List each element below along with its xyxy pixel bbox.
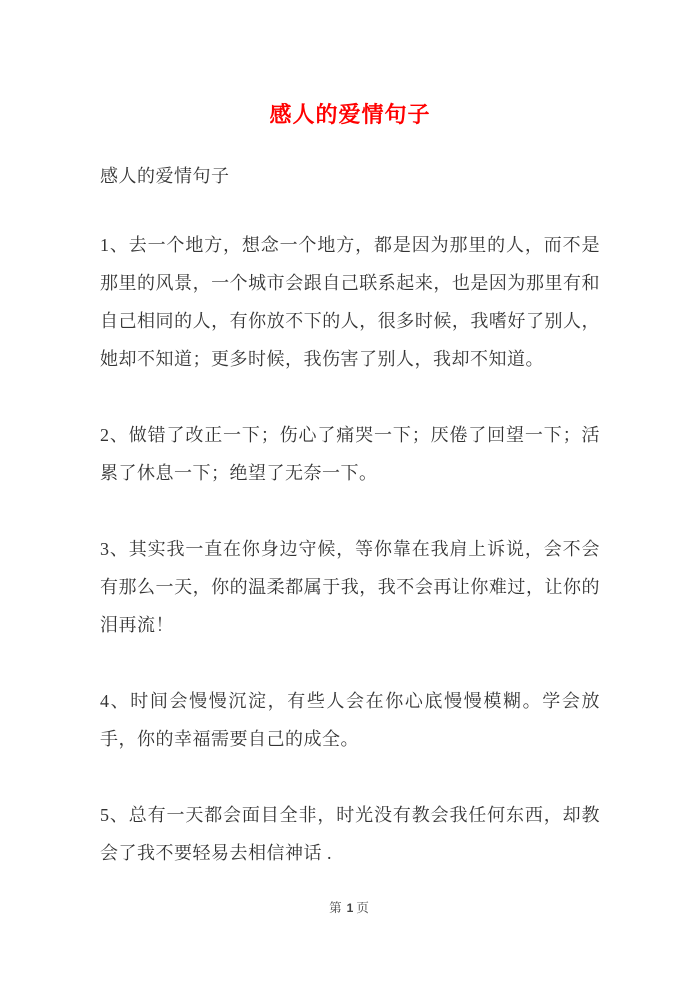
paragraph-3: 3、其实我一直在你身边守候，等你靠在我肩上诉说，会不会有那么一天，你的温柔都属于我，我不会再让你难过，让你的泪再流！ [100,539,600,635]
paragraph-1: 1、去一个地方，想念一个地方，都是因为那里的人，而不是那里的风景，一个城市会跟自己联系起来，也是因为那里有和自己相同的人，有你放不下的人，很多时候，我嗜好了别人，她却不知道；更多时候，我伤害了别人，我却不知道。 [100,235,600,369]
document-subtitle: 感人的爱情句子 [100,166,230,186]
page-footer [0,898,700,916]
paragraph-5: 5、总有一天都会面目全非，时光没有教会我任何东西，却教会了我不要轻易去相信神话 . [100,805,600,863]
page-footer-suffix: 页 [356,901,371,915]
paragraph-4: 4、时间会慢慢沉淀，有些人会在你心底慢慢模糊。学会放手，你的幸福需要自己的成全。 [100,691,600,749]
page-footer-prefix: 第 [329,901,344,915]
page-number: 1 [346,901,354,915]
document-title: 感人的爱情句子 [269,102,431,127]
paragraph-2: 2、做错了改正一下；伤心了痛哭一下；厌倦了回望一下；活累了休息一下；绝望了无奈一下。 [100,425,600,483]
